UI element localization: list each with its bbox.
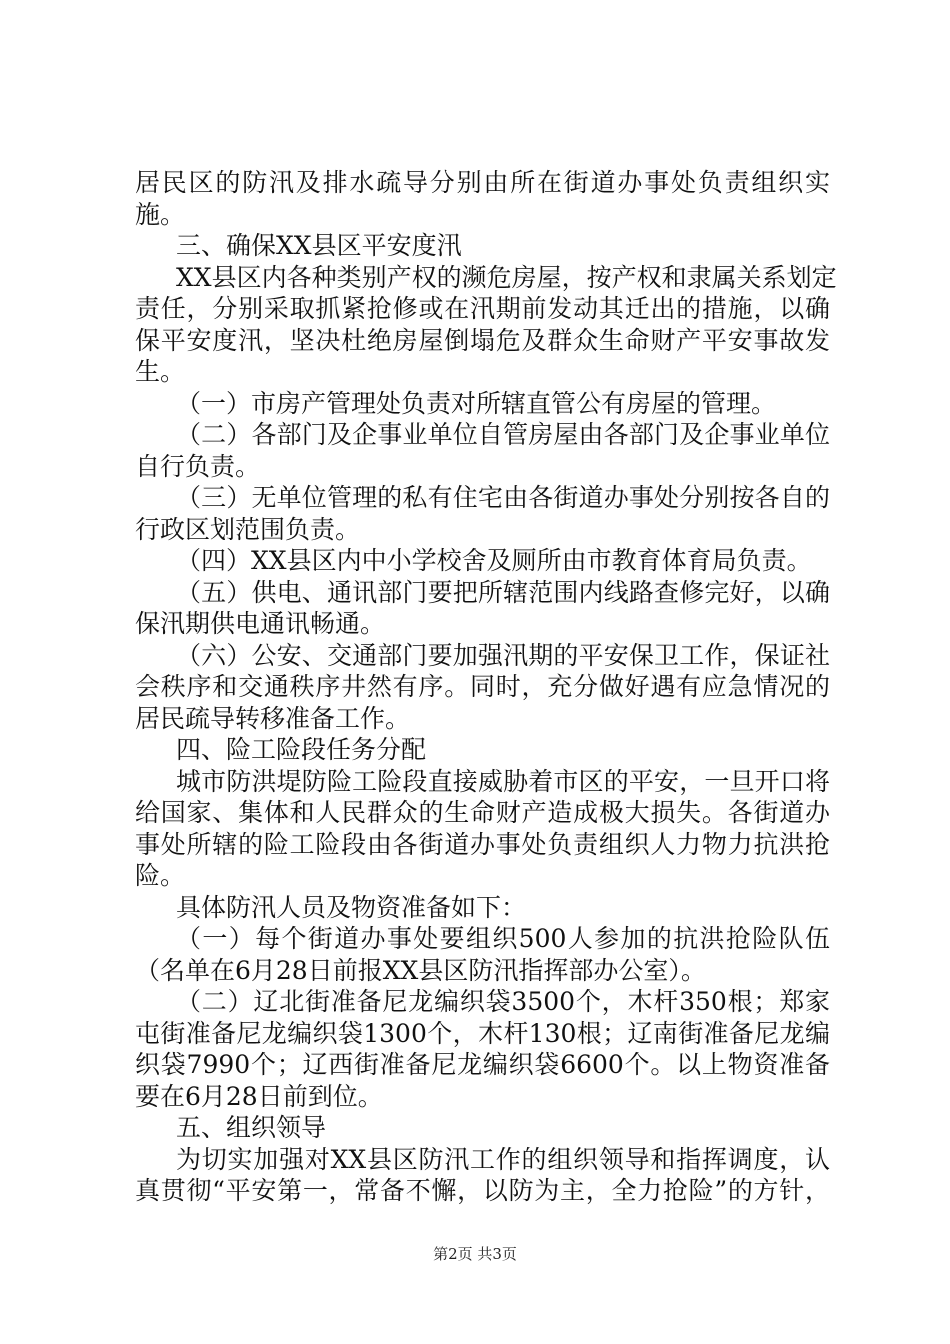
text-line: （一）每个街道办事处要组织500人参加的抗洪抢险队伍 <box>176 924 830 953</box>
text-line: 真贯彻“平安第一，常备不懈，以防为主，全力抢险”的方针， <box>135 1176 830 1205</box>
text-line: 会秩序和交通秩序井然有序。同时，充分做好遇有应急情况的 <box>135 672 830 701</box>
text-line: （二）辽北街准备尼龙编织袋3500个，木杆350根；郑家 <box>176 987 830 1016</box>
section-heading: 五、组织领导 <box>176 1113 327 1142</box>
text-line: （三）无单位管理的私有住宅由各街道办事处分别按各自的 <box>176 483 830 512</box>
text-line: 城市防洪堤防险工险段直接威胁着市区的平安，一旦开口将 <box>176 766 830 796</box>
text-line: 为切实加强对XX县区防汛工作的组织领导和指挥调度，认 <box>176 1144 830 1174</box>
page-footer: 第2页 共3页 <box>433 1245 517 1263</box>
text-line: 给国家、集体和人民群众的生命财产造成极大损失。各街道办 <box>135 798 830 827</box>
text-line: 事处所辖的险工险段由各街道办事处负责组织人力物力抗洪抢 <box>135 829 830 859</box>
text-line: （二）各部门及企事业单位自管房屋由各部门及企事业单位 <box>176 420 830 449</box>
section-heading: 四、险工险段任务分配 <box>176 735 427 764</box>
text-line: 保平安度汛，坚决杜绝房屋倒塌危及群众生命财产平安事故发 <box>135 325 830 355</box>
text-line: 具体防汛人员及物资准备如下： <box>176 892 527 922</box>
text-line: 生。 <box>135 357 186 386</box>
text-line: 屯街准备尼龙编织袋1300个，木杆130根；辽南街准备尼龙编 <box>135 1018 830 1048</box>
text-line: （五）供电、通讯部门要把所辖范围内线路查修完好，以确 <box>176 577 830 607</box>
text-line: 责任，分别采取抓紧抢修或在汛期前发动其迁出的措施，以确 <box>135 294 830 323</box>
text-line: （四）XX县区内中小学校舍及厕所由市教育体育局负责。 <box>176 546 812 575</box>
text-line: （一）市房产管理处负责对所辖直管公有房屋的管理。 <box>176 388 777 418</box>
text-line: 要在6月28日前到位。 <box>135 1081 383 1111</box>
text-line: XX县区内各种类别产权的濒危房屋，按产权和隶属关系划定 <box>176 262 837 292</box>
text-line: （名单在6月28日前报XX县区防汛指挥部办公室）。 <box>135 955 706 985</box>
text-line: 居民疏导转移准备工作。 <box>135 703 411 733</box>
text-line: 织袋7990个；辽西街准备尼龙编织袋6600个。以上物资准备 <box>135 1050 830 1079</box>
text-line: 保汛期供电通讯畅通。 <box>135 609 386 638</box>
text-line: 险。 <box>135 861 186 890</box>
text-line: 居民区的防汛及排水疏导分别由所在街道办事处负责组织实 <box>135 168 830 197</box>
text-line: 行政区划范围负责。 <box>135 514 361 544</box>
text-line: 自行负责。 <box>135 451 261 481</box>
text-line: 施。 <box>135 199 186 229</box>
text-line: （六）公安、交通部门要加强汛期的平安保卫工作，保证社 <box>176 640 830 670</box>
section-heading: 三、确保XX县区平安度汛 <box>176 231 462 260</box>
